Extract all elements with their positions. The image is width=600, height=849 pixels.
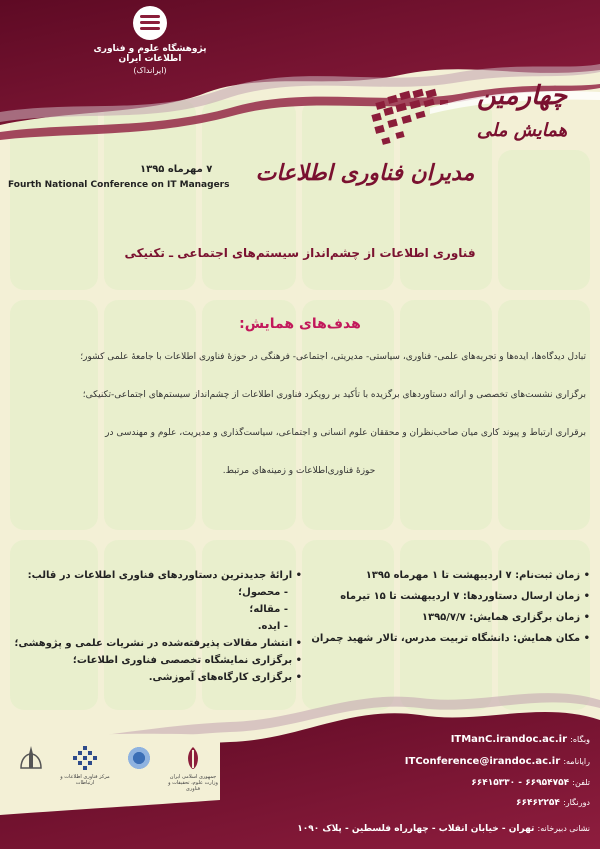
address-label: نشانی دبیرخانه: [537,824,590,833]
sponsor-msrt [168,744,218,792]
phone-label: تلفن: [572,778,590,787]
conference-subtitle: فناوری اطلاعات از چشم‌انداز سیستم‌های اجتماعی ـ تکنیکی [124,246,476,260]
phone-value: ۶۶۹۵۴۷۵۴ - ۶۶۴۱۵۳۳۰ [471,778,570,788]
event-location: • مکان همایش: دانشگاه تربیت مدرس، تالار شهید چمران [311,633,590,644]
address-value: تهران - خیابان انقلاب - چهارراه فلسطین - پلاک ۱۰۹۰ [297,824,535,834]
sponsor-3 [60,744,110,786]
goal-item: برقراری ارتباط و پیوند کاری میان صاحب‌نظران و محققان علوم انسانی و اجتماعی، سیاست‌گذاری و مدیریت، علوم و مهندسی در [105,428,586,438]
website-label: وبگاه: [570,735,590,744]
presentation-subitem: - مقاله؛ [249,604,288,615]
org-logo-block [80,6,220,75]
submission-date: • زمان ارسال دستاوردها: ۷ اردیبهشت تا ۱۵ تیرماه [340,591,590,602]
email-link[interactable]: ITConference@irandoc.ac.ir [404,756,561,767]
presentation-item: • برگزاری کارگاه‌های آموزشی. [148,672,302,683]
presentation-item: • ارائهٔ جدیدترین دستاوردهای فناوری اطلاعات در قالب: [27,570,302,581]
sponsor-2 [114,744,164,774]
goal-item: تبادل دیدگاه‌ها، ایده‌ها و تجربه‌های علمی- فناوری، سیاستی- مدیریتی، اجتماعی- فرهنگی در حوزهٔ فناوری اطلاعات با جامعهٔ علمی کشور؛ [80,352,586,362]
conference-title-block [462,82,582,141]
sponsor-logo-icon [71,744,99,772]
fax-label: دورنگار: [563,798,590,807]
contact-fax [290,798,590,808]
title-line-2: همایش ملی [476,120,568,141]
sponsor-label: مرکز فناوری اطلاعات و ارتباطات [60,774,110,786]
schedule-list [312,570,590,654]
email-label: رایانامه: [563,757,590,766]
title-line-3: مدیران فناوری اطلاعات [255,160,475,186]
sponsor-4 [6,744,56,774]
event-date: • زمان برگزاری همایش: ۱۳۹۵/۷/۷ [421,612,590,623]
goal-item: حوزهٔ فناوری‌اطلاعات و زمینه‌های مرتبط. [222,466,376,476]
goals-heading: هدف‌های همایش: [239,316,361,332]
org-abbr: (ایرانداک) [133,66,167,75]
presentation-subitem: - ایده. [257,621,288,632]
org-name: پژوهشگاه علوم و فناوری اطلاعات ایران [93,44,207,64]
presentation-item: • برگزاری نمایشگاه تخصصی فناوری اطلاعات؛ [72,655,302,666]
goal-item: برگزاری نشست‌های تخصصی و ارائه دستاوردهای برگزیده با تأکید بر رویکرد فناوری اطلاعات از چشم‌انداز سیستم‌های اجتماعی-تکنیکی؛ [82,390,586,400]
university-logo-icon [17,744,45,772]
contact-website [290,734,590,745]
sponsor-label: جمهوری اسلامی ایران وزارت علوم، تحقیقات و فناوری [168,774,218,792]
iran-emblem-icon [179,744,207,772]
title-line-1: چهارمین [476,81,568,111]
conference-name-en: Fourth National Conference on IT Managers [8,180,230,190]
website-link[interactable]: ITManC.irandoc.ac.ir [450,734,568,745]
presentation-item: • انتشار مقالات پذیرفته‌شده در نشریات علمی و پژوهشی؛ [14,638,302,649]
irandoc-logo-icon [133,6,167,40]
fax-value: ۶۶۴۶۲۲۵۴ [515,798,560,808]
presentation-list [12,570,302,689]
conference-date: ۷ مهرماه ۱۳۹۵ [140,164,213,175]
contact-phone [290,778,590,788]
registration-date: • زمان ثبت‌نام: ۷ اردیبهشت تا ۱ مهرماه ۱۳۹۵ [365,570,590,581]
presentation-subitem: - محصول؛ [238,587,288,598]
contact-address [270,824,590,834]
contact-email [290,756,590,767]
sponsor-logo-icon [125,744,153,772]
